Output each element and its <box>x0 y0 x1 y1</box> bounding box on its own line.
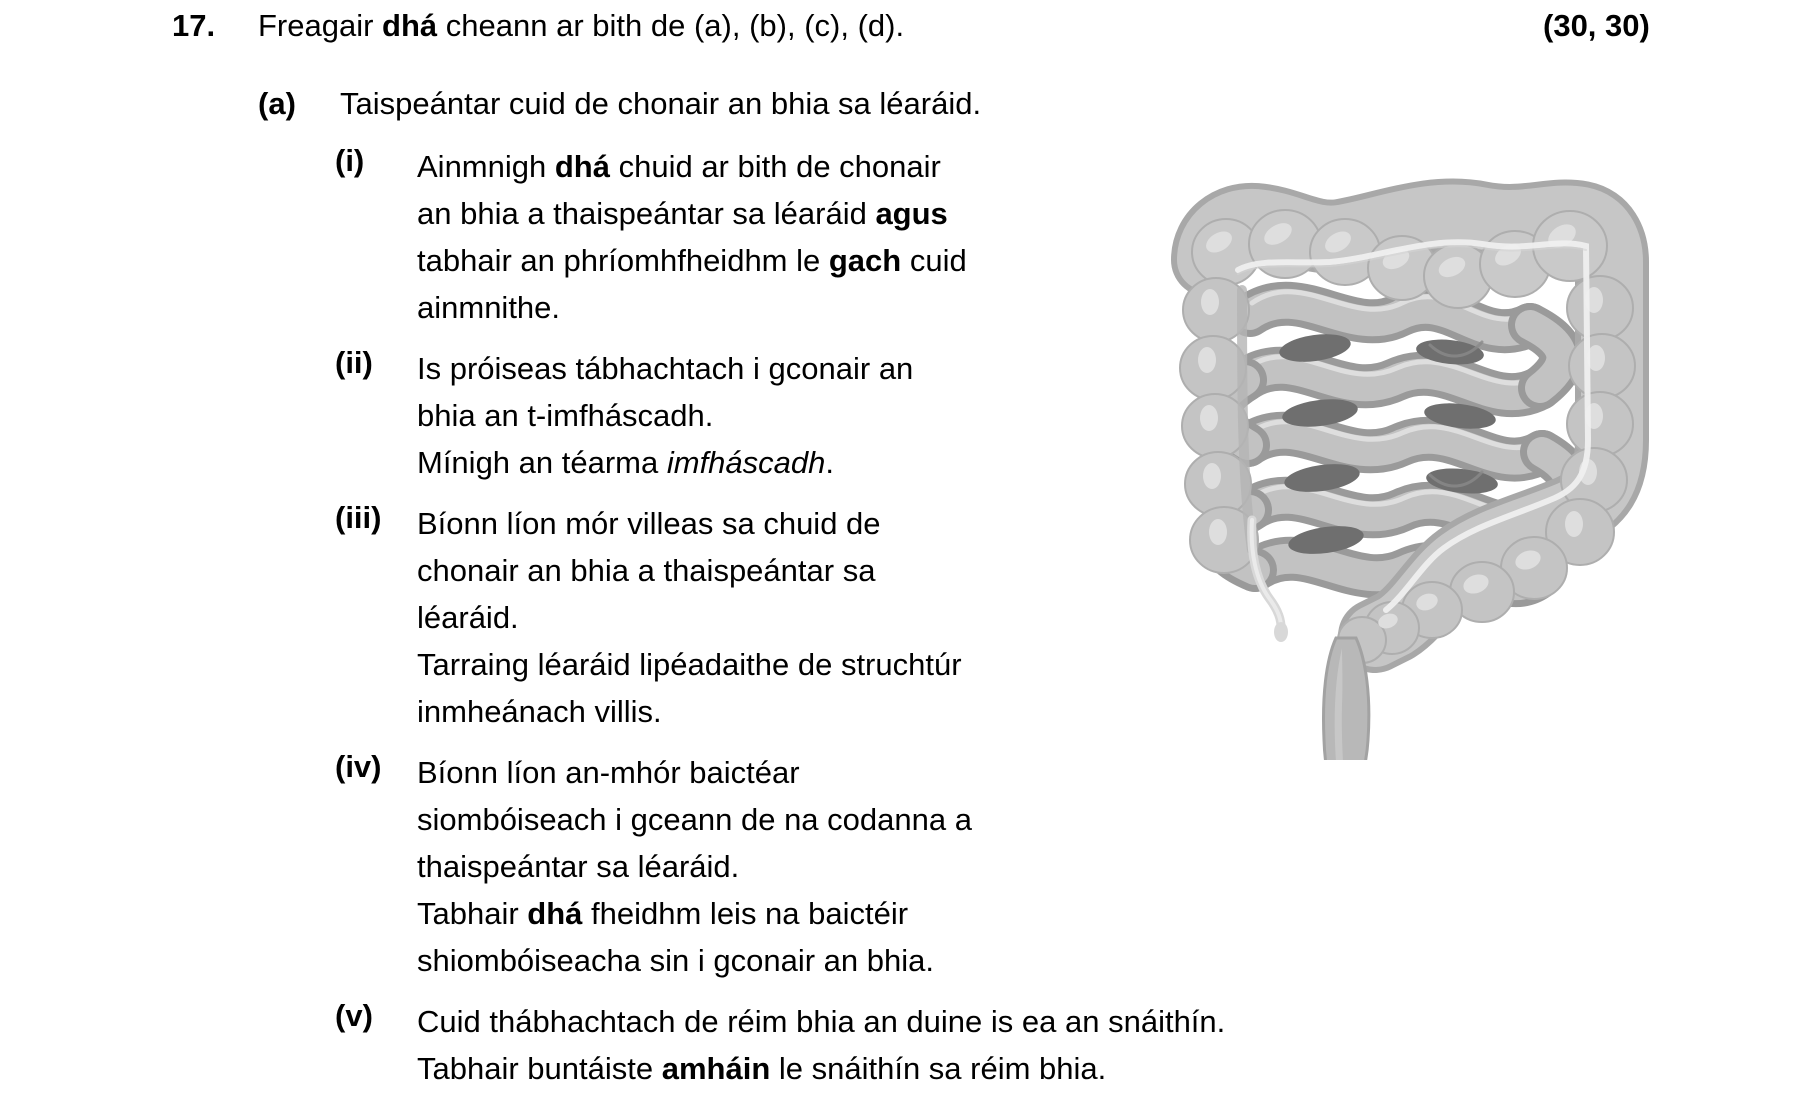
text-run-normal: cuid ainmnithe. <box>417 243 967 325</box>
text-run-bold: gach <box>828 243 902 278</box>
sub-question-v <box>0 998 1818 1092</box>
text-run-normal: Tarraing léaráid lipéadaithe de struchtúr inmheánach villis. <box>417 647 962 729</box>
marks-allocation: (30, 30) <box>1543 8 1650 43</box>
sub-question-label: (iii) <box>335 500 382 535</box>
part-a-label: (a) <box>258 86 296 121</box>
question-stem-part2: cheann ar bith de (a), (b), (c), (d). <box>437 8 905 43</box>
sub-question-body <box>417 500 977 735</box>
rectum <box>1324 638 1369 760</box>
sub-question-line <box>417 749 977 890</box>
sub-question-line <box>417 143 977 331</box>
text-run-normal: Is próiseas tábhachtach i gconair an bhia an t-imfháscadh. <box>417 351 914 433</box>
intestines-illustration <box>1130 140 1650 760</box>
text-run-normal: Bíonn líon an-mhór baictéar siombóiseach i gceann de na codanna a thaispeántar sa léaráid. <box>417 755 972 884</box>
sub-question-body <box>417 998 1437 1092</box>
sub-question-line <box>417 345 977 439</box>
question-stem-bold: dhá <box>382 8 438 43</box>
sub-question-body <box>417 143 977 331</box>
sub-question-label: (i) <box>335 143 365 178</box>
text-run-normal: Mínigh an téarma <box>417 445 667 480</box>
sub-question-body <box>417 345 977 486</box>
text-run-normal: Ainmnigh <box>417 149 555 184</box>
sub-question-body <box>417 749 977 984</box>
part-a-text: Taispeántar cuid de chonair an bhia sa léaráid. <box>340 86 982 121</box>
text-run-normal: le snáithín sa réim bhia. <box>770 1051 1107 1086</box>
sub-question-iv <box>0 749 1818 984</box>
sub-question-label: (ii) <box>335 345 373 380</box>
sub-question-line <box>417 439 977 486</box>
text-run-normal: chuid ar bith de chonair an bhia a thaispeántar sa léaráid <box>417 149 941 231</box>
sub-question-line <box>417 998 1437 1045</box>
text-run-normal: tabhair an phríomhfheidhm le <box>417 243 829 278</box>
text-run-bold: agus <box>875 196 948 231</box>
text-run-normal: Cuid thábhachtach de réim bhia an duine is ea an snáithín. <box>417 1004 1226 1039</box>
sub-question-line <box>417 500 977 641</box>
question-number: 17. <box>172 8 216 43</box>
text-run-normal: Bíonn líon mór villeas sa chuid de chonair an bhia a thaispeántar sa léaráid. <box>417 506 881 635</box>
question-stem-part1: Freagair <box>258 8 383 43</box>
sub-question-line <box>417 1045 1437 1092</box>
sub-question-label: (v) <box>335 998 373 1033</box>
text-run-bold: dhá <box>527 896 583 931</box>
text-run-normal: . <box>825 445 835 480</box>
sub-question-line <box>417 890 977 984</box>
sub-question-line <box>417 641 977 735</box>
question-stem <box>258 8 904 44</box>
text-run-bold: dhá <box>554 149 610 184</box>
text-run-bold: amháin <box>661 1051 771 1086</box>
text-run-normal: fheidhm leis na baictéir shiombóiseacha sin i gconair an bhia. <box>417 896 934 978</box>
sub-question-label: (iv) <box>335 749 382 784</box>
text-run-normal: Tabhair <box>417 896 528 931</box>
question-header-row <box>0 8 1818 60</box>
text-run-italic: imfháscadh <box>666 445 826 480</box>
text-run-normal: Tabhair buntáiste <box>417 1051 662 1086</box>
